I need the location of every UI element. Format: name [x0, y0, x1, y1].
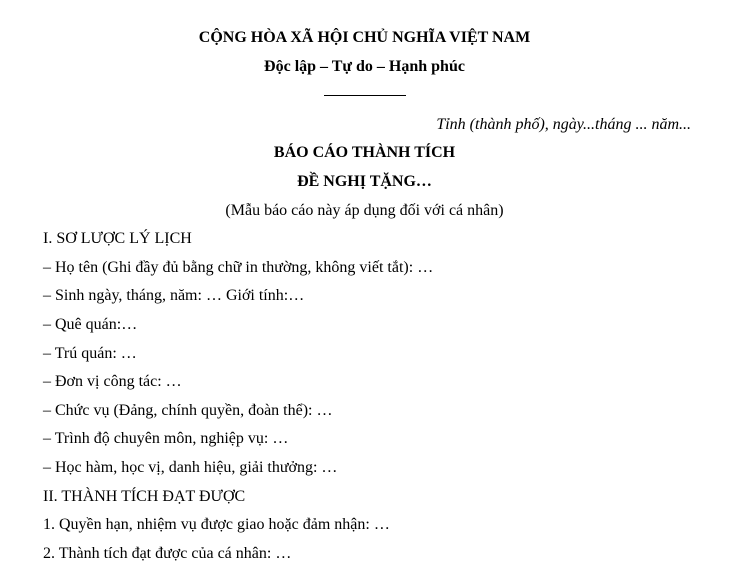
- report-subtitle: ĐỀ NGHỊ TẶNG…: [297, 172, 432, 190]
- section-heading: II. THÀNH TÍCH ĐẠT ĐƯỢC: [43, 487, 246, 505]
- list-item: – Họ tên (Ghi đầy đủ bằng chữ in thường, không viết tắt): …: [43, 258, 434, 276]
- list-item: – Trú quán: …: [43, 344, 137, 362]
- list-item: – Sinh ngày, tháng, năm: … Giới tính:…: [43, 287, 305, 305]
- report-note: (Mẫu báo cáo này áp dụng đối với cá nhân): [225, 201, 504, 219]
- list-item: – Trình độ chuyên môn, nghiệp vụ: …: [43, 430, 289, 448]
- place-date: Tỉnh (thành phố), ngày...tháng ... năm...: [436, 115, 691, 133]
- motto: Độc lập – Tự do – Hạnh phúc: [264, 57, 465, 75]
- list-item: 1. Quyền hạn, nhiệm vụ được giao hoặc đảm nhận: …: [43, 516, 390, 534]
- report-title: BÁO CÁO THÀNH TÍCH: [273, 144, 456, 162]
- list-item: – Chức vụ (Đảng, chính quyền, đoàn thể): …: [43, 401, 333, 419]
- divider: [324, 81, 406, 96]
- list-item: – Học hàm, học vị, danh hiệu, giải thưởng: …: [43, 458, 338, 476]
- list-item: – Đơn vị công tác: …: [43, 373, 182, 391]
- list-item: – Quê quán:…: [43, 315, 138, 333]
- section-heading: I. SƠ LƯỢC LÝ LỊCH: [43, 230, 192, 248]
- list-item: 2. Thành tích đạt được của cá nhân: …: [43, 544, 292, 562]
- nation-title: CỘNG HÒA XÃ HỘI CHỦ NGHĨA VIỆT NAM: [198, 29, 531, 46]
